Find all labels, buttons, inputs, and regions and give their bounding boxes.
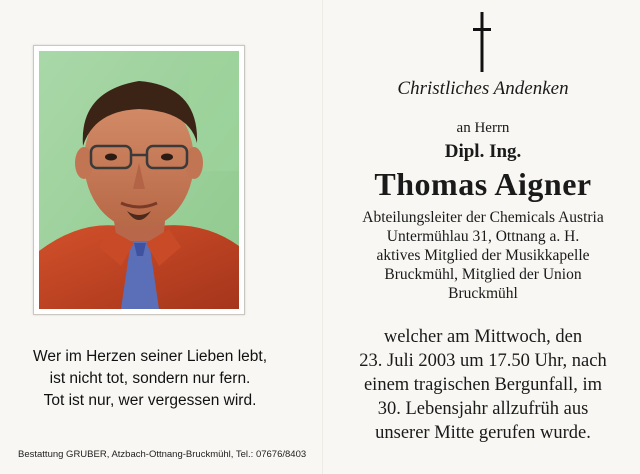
description-line: Untermühlau 31, Ottnang a. H. <box>386 228 580 245</box>
death-notice-line: 23. Juli 2003 um 17.50 Uhr, nach <box>359 351 607 371</box>
description-line: aktives Mitglied der Musikkapelle <box>376 247 590 264</box>
death-notice <box>338 325 628 445</box>
description-line: Bruckmühl, Mitglied der Union <box>384 266 582 283</box>
name-prefix: an Herrn <box>456 120 510 136</box>
death-notice-line: 30. Lebensjahr allzufrüh aus <box>377 399 589 419</box>
description-line: Abteilungsleiter der Chemicals Austria <box>362 209 604 226</box>
poem-line: Tot ist nur, wer vergessen wird. <box>43 392 257 409</box>
undertaker-info: Bestattung GRUBER, Atzbach-Ottnang-Bruckmühl, Tel.: 07676/8403 <box>18 449 307 460</box>
fold-line <box>322 0 323 474</box>
memorial-poem <box>0 346 300 412</box>
deceased-name: Thomas Aigner <box>374 166 592 202</box>
poem-line: Wer im Herzen seiner Lieben lebt, <box>32 348 268 365</box>
death-notice-line: einem tragischen Bergunfall, im <box>363 375 603 395</box>
cross-icon <box>472 12 492 72</box>
portrait-frame <box>33 45 245 315</box>
deceased-description <box>338 208 628 303</box>
portrait-photo <box>39 51 239 309</box>
poem-line: ist nicht tot, sondern nur fern. <box>49 370 251 387</box>
academic-title: Dipl. Ing. <box>444 141 522 162</box>
death-notice-line: welcher am Mittwoch, den <box>383 327 583 347</box>
death-notice-line: unserer Mitte gerufen wurde. <box>375 423 591 443</box>
card-heading: Christliches Andenken <box>397 78 569 99</box>
description-line: Bruckmühl <box>448 285 518 302</box>
